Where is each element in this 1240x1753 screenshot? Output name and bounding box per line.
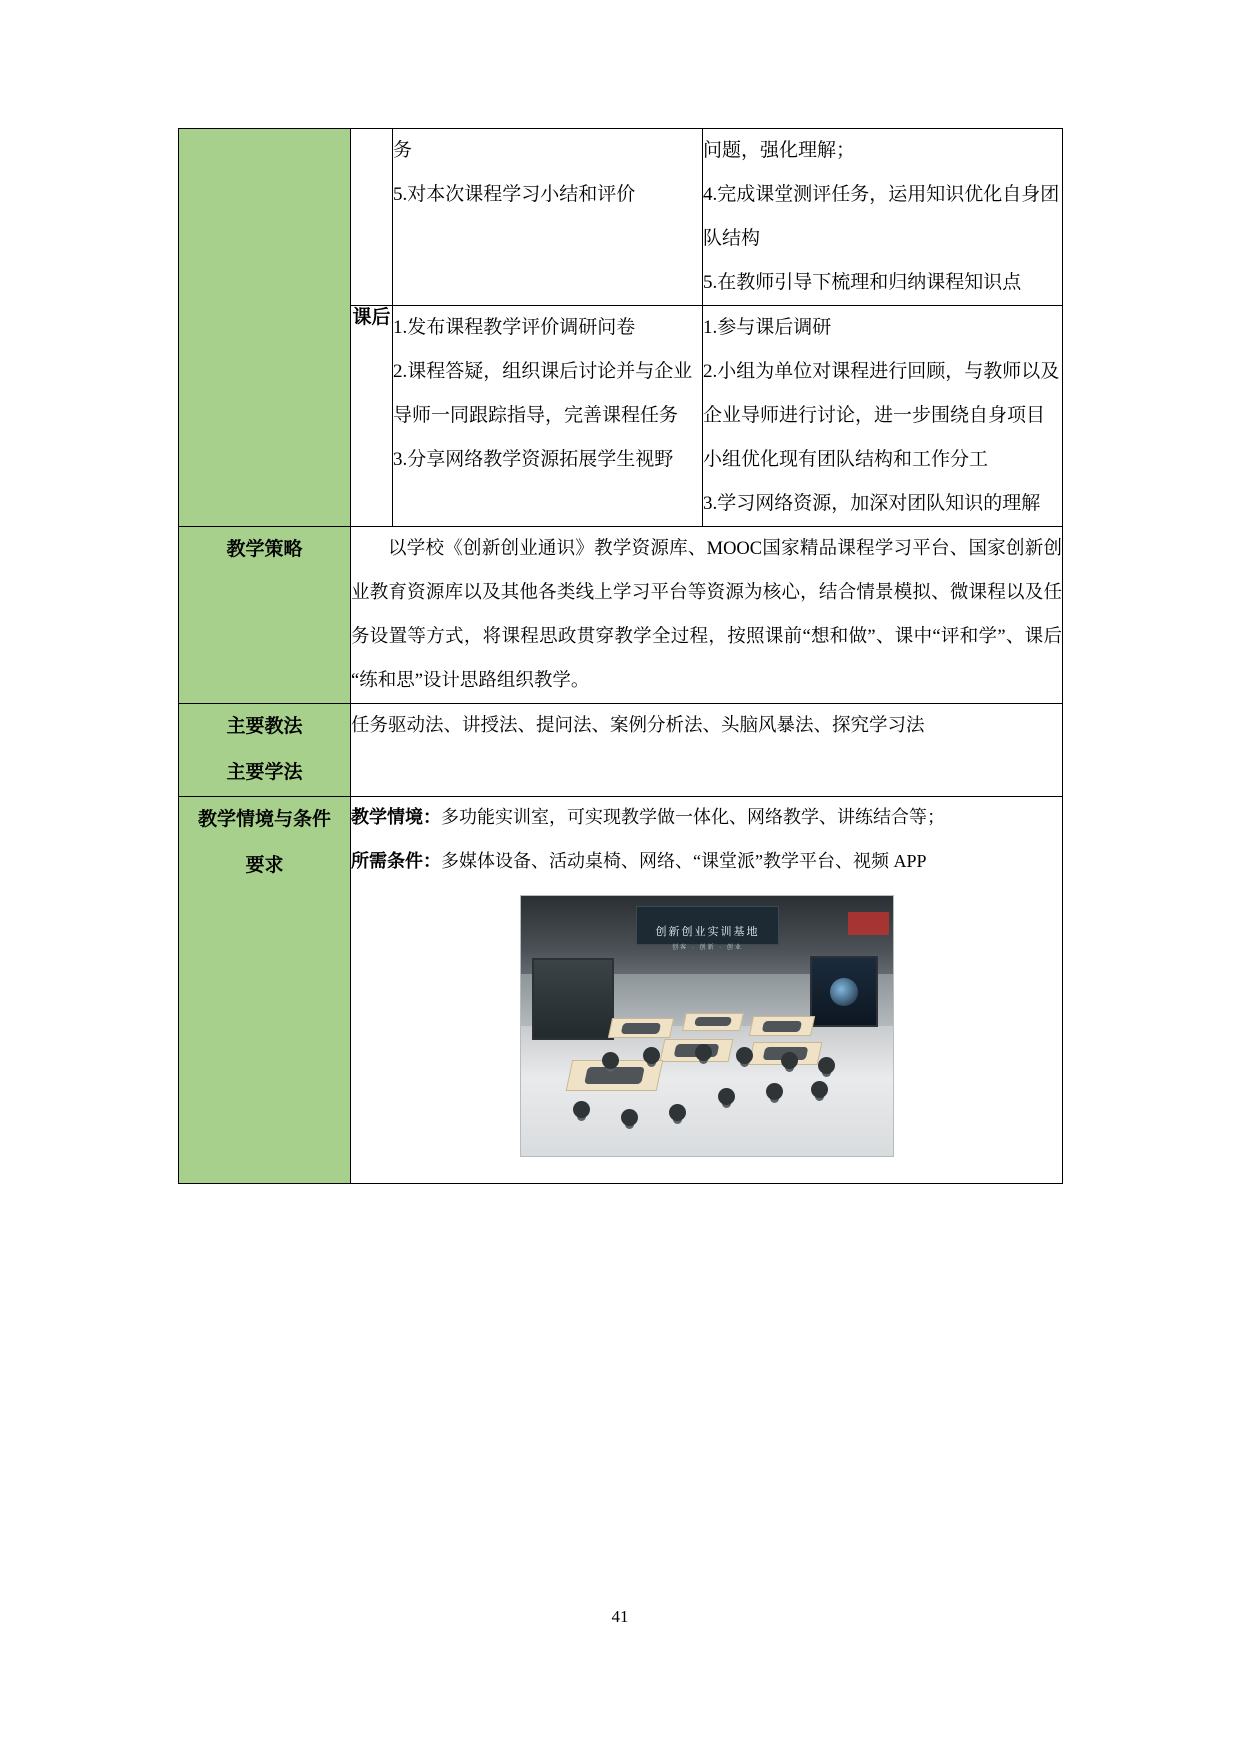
table-row xyxy=(179,704,1063,797)
photo-stool xyxy=(643,1047,660,1064)
activity-line: 1.参与课后调研 xyxy=(703,317,832,338)
activity-line: 3.学习网络资源，加深对团队知识的理解 xyxy=(703,493,1041,514)
photo-banner-sub-text: 创客 · 创新 · 创业 xyxy=(672,945,743,952)
photo-desk xyxy=(749,1016,815,1036)
table-row xyxy=(179,129,1063,306)
activity-line: 5.在教师引导下梳理和归纳课程知识点 xyxy=(703,272,1022,293)
teacher-activities-after-class xyxy=(393,306,703,527)
condition-value: 多功能实训室，可实现教学做一体化、网络教学、讲练结合等； xyxy=(441,807,945,827)
process-label-cell xyxy=(179,129,351,527)
condition-item xyxy=(351,841,1062,881)
photo-desk xyxy=(608,1018,674,1038)
table-row xyxy=(179,797,1063,1184)
stage-label-after-class xyxy=(351,306,393,527)
teaching-strategy-label: 教学策略 xyxy=(179,527,351,704)
table-row xyxy=(179,527,1063,704)
condition-key: 所需条件： xyxy=(351,851,441,871)
photo-stool xyxy=(718,1088,735,1105)
teaching-strategy-content xyxy=(351,527,1063,704)
conditions-label-line2: 要求 xyxy=(245,855,284,876)
methods-text: 任务驱动法、讲授法、提问法、案例分析法、头脑风暴法、探究学习法 xyxy=(351,716,925,736)
activity-line: 4.完成课堂测评任务，运用知识优化自身团队结构 xyxy=(703,184,1060,249)
student-activities-continued xyxy=(703,129,1063,306)
activity-line: 2.小组为单位对课程进行回顾，与教师以及企业导师进行讨论，进一步围绕自身项目小组优化现有团队结构和工作分工 xyxy=(703,361,1060,470)
condition-value: 多媒体设备、活动桌椅、网络、“课堂派”教学平台、视频 APP xyxy=(441,851,927,871)
classroom-photo-wrapper xyxy=(351,895,1062,1171)
teaching-methods-label-line1: 主要教法 xyxy=(226,716,303,737)
photo-desk xyxy=(682,1013,744,1031)
teacher-activities-continued xyxy=(393,129,703,306)
activity-line: 5.对本次课程学习小结和评价 xyxy=(393,184,636,205)
strategy-text: 以学校《创新创业通识》教学资源库、MOOC国家精品课程学习平台、国家创新创业教育资源库以及其他各类线上学习平台等资源为核心，结合情景模拟、微课程以及任务设置等方式，将课程思政贯穿教学全过程，按照课前“想和做”、课中“评和学”、课后“练和思”设计思路组织教学。 xyxy=(351,539,1062,691)
photo-banner-main-text: 创新创业实训基地 xyxy=(655,925,760,938)
conditions-content xyxy=(351,797,1063,1184)
classroom-photo xyxy=(520,895,894,1157)
teaching-methods-label-line2: 主要学法 xyxy=(226,762,303,783)
photo-stool xyxy=(736,1047,753,1064)
stage-label-continued xyxy=(351,129,393,306)
photo-left-display xyxy=(532,958,614,1040)
stage-label-text: 课后 xyxy=(352,307,391,328)
page-number: 41 xyxy=(611,1607,629,1626)
teaching-methods-label xyxy=(179,704,351,797)
activity-line: 2.课程答疑，组织课后讨论并与企业导师一同跟踪指导，完善课程任务 xyxy=(393,361,693,426)
photo-wall-sign xyxy=(848,912,889,935)
photo-banner xyxy=(636,906,779,952)
conditions-label-line1: 教学情境与条件 xyxy=(197,809,331,830)
photo-stool xyxy=(573,1101,590,1118)
activity-line: 务 xyxy=(393,140,413,161)
activity-line: 3.分享网络教学资源拓展学生视野 xyxy=(393,449,674,470)
activity-line: 问题，强化理解； xyxy=(703,140,856,161)
condition-item xyxy=(351,797,1062,837)
photo-stool xyxy=(811,1081,828,1098)
teaching-methods-content xyxy=(351,704,1063,797)
lesson-plan-table xyxy=(178,128,1063,1184)
student-activities-after-class xyxy=(703,306,1063,527)
photo-right-display xyxy=(810,956,877,1028)
activity-line: 1.发布课程教学评价调研问卷 xyxy=(393,317,636,338)
photo-stool xyxy=(781,1052,798,1069)
photo-stool xyxy=(621,1109,638,1126)
condition-key: 教学情境： xyxy=(351,807,441,827)
conditions-label xyxy=(179,797,351,1184)
